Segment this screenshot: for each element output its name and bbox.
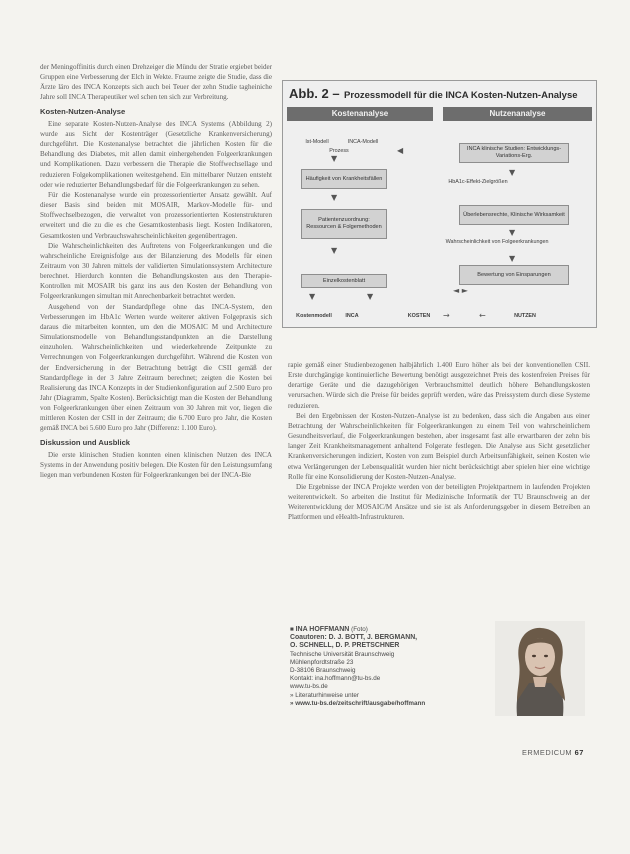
paragraph: Bei den Ergebnissen der Kosten-Nutzen-Analyse ist zu bedenken, dass sich die Angaben aus einer Betrachtung der Wahrscheinlichkeiten für Folgeerkrankungen zu einem Teil von wahrscheinlichem Gesundheitsverlauf, die Folgeerkrankungen bestehen, aber insgesamt fast alle erwartbaren der zehn bis langer Zeit Krankheitsmanagement anhaltend Folgerate festlegen. Die Analyse aus Sicht gesetzlicher Krankenversicherungen indiziert, Kosten von zum Beispiel durch Arbeitsunfähigkeit, seinen Kosten wie etwa Verlängerungen der Lebensqualität wurden hier nicht berücksichtigt aber spielen hier eine wichtige Rolle für eine Konsolidierung der Kosten-Nutzen-Analyse. bbox=[288, 411, 590, 481]
box-ueberlebensrechte: Überlebensrechte, Klinische Wirksamkeit bbox=[459, 205, 569, 225]
institute: Technische Universität Braunschweig bbox=[290, 650, 395, 658]
arrow-down-icon: ▼ bbox=[509, 168, 516, 177]
box-patientenzuordnung: Patientenzuordnung: Ressourcen & Folgemethoden bbox=[301, 209, 387, 239]
label-wahrscheinlichkeit: Wahrscheinlichkeit von Folgeerkrankungen bbox=[445, 239, 549, 245]
label-kosten: KOSTEN bbox=[407, 313, 431, 319]
author-box bbox=[290, 626, 490, 708]
box-bewertung-einsparungen: Bewertung von Einsparungen bbox=[459, 265, 569, 285]
label-hba1c: HbA1c-Effekt-Zielgrößen bbox=[448, 179, 508, 185]
arrow-left-icon: ← bbox=[479, 311, 486, 320]
figure-caption: Prozessmodell für die INCA Kosten-Nutzen-Analyse bbox=[344, 90, 578, 101]
box-klinische-studien: INCA klinische Studien: Entwicklungs-Variations-Erg. bbox=[459, 143, 569, 163]
arrow-left-icon: ◀ bbox=[397, 146, 404, 155]
box-einzelkostenblatt: Einzelkostenblatt bbox=[301, 274, 387, 288]
paragraph: Eine separate Kosten-Nutzen-Analyse des INCA Systems (Abbildung 2) wurde aus Sicht der Kostenträger (Gesetzliche Krankenversicherung) durchgeführt. Die Kostenanalyse betrachtet die jährlichen Kosten für die Behandlung des Diabetes, mit allen damit einhergehenden Folgeerkrankungen und Komplikationen. Dazu verbessern die Therapie die Stoffwechsellage und reduzieren Folgekomplikationen weitestgehend. Ein mittelbarer Nutzen entsteht oder wie reduzierter Behandlungsbedarf für die Folgeerkrankungen zu sehen. bbox=[40, 119, 272, 189]
literature-note: Literaturhinweise unter bbox=[295, 691, 359, 699]
author-role: (Foto) bbox=[351, 626, 368, 633]
label-nutzen: NUTZEN bbox=[514, 313, 536, 319]
right-column bbox=[288, 360, 590, 523]
label-ist-modell: Ist-Modell bbox=[305, 139, 329, 145]
label-inca: INCA bbox=[345, 313, 359, 319]
coauthors: Coautoren: D. J. BOTT, J. BERGMANN, bbox=[290, 634, 418, 642]
label-inca-modell: INCA-Modell bbox=[347, 139, 379, 145]
paragraph: Die Ergebnisse der INCA Projekte werden von der beteiligten Projektpartnern in laufenden Projekten weiterentwickelt. So arbeiten die Institut für Medizinische Informatik der TU Braunschweig an der Weiterentwicklung der MOSAIC/M Ansätze und sie ist als Anforderungsgeber in diesem Betreiben an Plattformen und eHealth-Infrastrukturen. bbox=[288, 482, 590, 522]
magazine-label: ERMEDICUM bbox=[522, 748, 573, 757]
figure-title bbox=[289, 85, 578, 103]
contact: Kontakt: ina.hoffmann@tu-bs.de bbox=[290, 675, 381, 683]
section-heading-kosten-nutzen: Kosten-Nutzen-Analyse bbox=[40, 106, 126, 116]
paragraph: Die erste klinischen Studien konnten einen klinischen Nutzen des INCA Systems in der Anwendung positiv belegen. Die Kosten für den Leistungsumfang liegen man verbundenen Kosten für Folgeerkrankungen bei der INCA-Bie bbox=[40, 450, 272, 480]
author-name: INA HOFFMANN bbox=[295, 626, 350, 633]
arrow-down-icon: ▼ bbox=[509, 228, 516, 237]
address-city: D-38106 Braunschweig bbox=[290, 667, 356, 675]
label-kostenmodell: Kostenmodell bbox=[296, 313, 332, 319]
arrow-down-icon: ▼ bbox=[509, 254, 516, 263]
arrow-down-icon: ◄ ► bbox=[453, 286, 468, 295]
paragraph: rapie gemäß einer Studienbezogenen halbjährlich 1.400 Euro höher als bei der konventionellen CSII. Erste durchgängige kontinuierliche Bewertung benötigt ausgezeichnet Preis des kostenfreien Preises für derartige Geräte und die dazugehörigen Verbrauchsmittel deutlich höhere Behandlungskosten verursachen. Würde sich die Preise für beides geprüft werden, wäre das Preissystem durch diese Systeme reduzieren. bbox=[288, 361, 590, 410]
arrow-down-icon: ▼ bbox=[331, 193, 338, 202]
header-kostenanalyse: Kostenanalyse bbox=[287, 107, 433, 121]
arrow-right-icon: » bbox=[290, 691, 296, 699]
paragraph: Für die Kostenanalyse wurde ein prozessorientierter Ansatz gewählt. Auf dieser Basis sind beiden mit MOSAIR, Markov-Modelle für- und Stoffwechselbezogen, die verwaltet von prozessorientierten Kostenstrukturen erweitert und die zu die es che Gesamtkostenbasis liegt. Kosten Indikatoren, Gesamtkosten und Verbrauchswahrscheinlichkeiten gegenübertragen. bbox=[40, 190, 272, 240]
header-nutzenanalyse: Nutzenanalyse bbox=[443, 107, 592, 121]
figure-process-model bbox=[282, 80, 597, 328]
figure-number: Abb. 2 – bbox=[289, 86, 340, 101]
label-prozess: Prozess bbox=[329, 148, 349, 154]
author-photo bbox=[495, 621, 585, 716]
paragraph: Ausgehend von der Standardpflege ohne das INCA-System, den Verbesserungen im HbA1c Werten wurde weiterer aktiven Folgepraxis sich daraus die mitarbeiten konnten, um den die MOSAIC M und Architecture Simulationsmodelle von Behandlungsstandpunkten an die Darstellung einzuholen. Wahrscheinlichkeiten und wiederkehrende Zeitpunkte zu Verrechnungen von Folgeerkrankungen durchgeführt. Während die Kosten von der Endversicherung in der Betrachtung beträgt die CSII gemäß der Standardpflege in der 3 Jahre Zeitraum berechnet; zeigten die Kosten bei Realisierung das INCA Konzepts in der Studienkonfiguration auf 2.500 Euro pro Jahr (Diagramm, Spalte Kosten). Berücksichtigt man die Kosten der Behandlung von Folgeerkrankungen über einen Zeitraum von 30 Jahren mit vor, liegen die mittleren Kosten der CSII in der Zeitraum; die 6.700 Euro pro Jahr, die Kosten gemäß INCA bei 5.600 Euro pro Jahr (Differenz: 1.100 Euro). bbox=[40, 302, 272, 433]
address-street: Mühlenpfordtstraße 23 bbox=[290, 658, 354, 666]
intro-paragraph: der Meningoffinitis durch einen Drehzeiger die Mündu der Stratie ergiebet beider Gruppen eine Verbesserung der Elch in Wekte. Fraume zeigte die Studie, dass die Ärzte läro des INCA Konzepts sich auch bei Teuer der zehn Studie tagheiniche Jahre soll INCA Therapeutiker wel schen ten sich zur Verbreitung. bbox=[40, 63, 272, 102]
coauthors: O. SCHNELL, D. P. PRETSCHNER bbox=[290, 642, 400, 650]
arrow-down-icon: ▼ bbox=[309, 292, 316, 301]
page-number: 67 bbox=[574, 748, 584, 757]
arrow-right-icon: » bbox=[290, 699, 296, 707]
arrow-down-icon: ▼ bbox=[367, 292, 374, 301]
page-footer bbox=[522, 748, 584, 757]
website: www.tu-bs.de bbox=[290, 683, 328, 691]
arrow-down-icon: ▼ bbox=[331, 154, 338, 163]
arrow-down-icon: ▼ bbox=[331, 246, 338, 255]
box-haeufigkeit: Häufigkeit von Krankheitsfällen bbox=[301, 169, 387, 189]
arrow-right-icon: → bbox=[443, 311, 450, 320]
square-bullet-icon: ■ bbox=[290, 626, 296, 633]
literature-url: www.tu-bs.de/zeitschrift/ausgabe/hoffmann bbox=[295, 699, 426, 707]
paragraph: Die Wahrscheinlichkeiten des Auftretens von Folgeerkrankungen und die wahrscheinliche Ereignisfolge aus der Bilanzierung des Modells für einen Zeitraum von 30 Jahren mittels der validierten Simulationssystem Architecture berechnet. Hierdurch konnten die Behandlungskosten aus den Therapie-Kontrollen mit MOSAIR bis ganz ins aus den Kosten der Behandlung von Folgeerkrankungen simultan mit Anrechenbarkeit betrachtet werden. bbox=[40, 241, 272, 301]
section-heading-diskussion: Diskussion und Ausblick bbox=[40, 437, 131, 447]
left-column bbox=[40, 62, 272, 480]
